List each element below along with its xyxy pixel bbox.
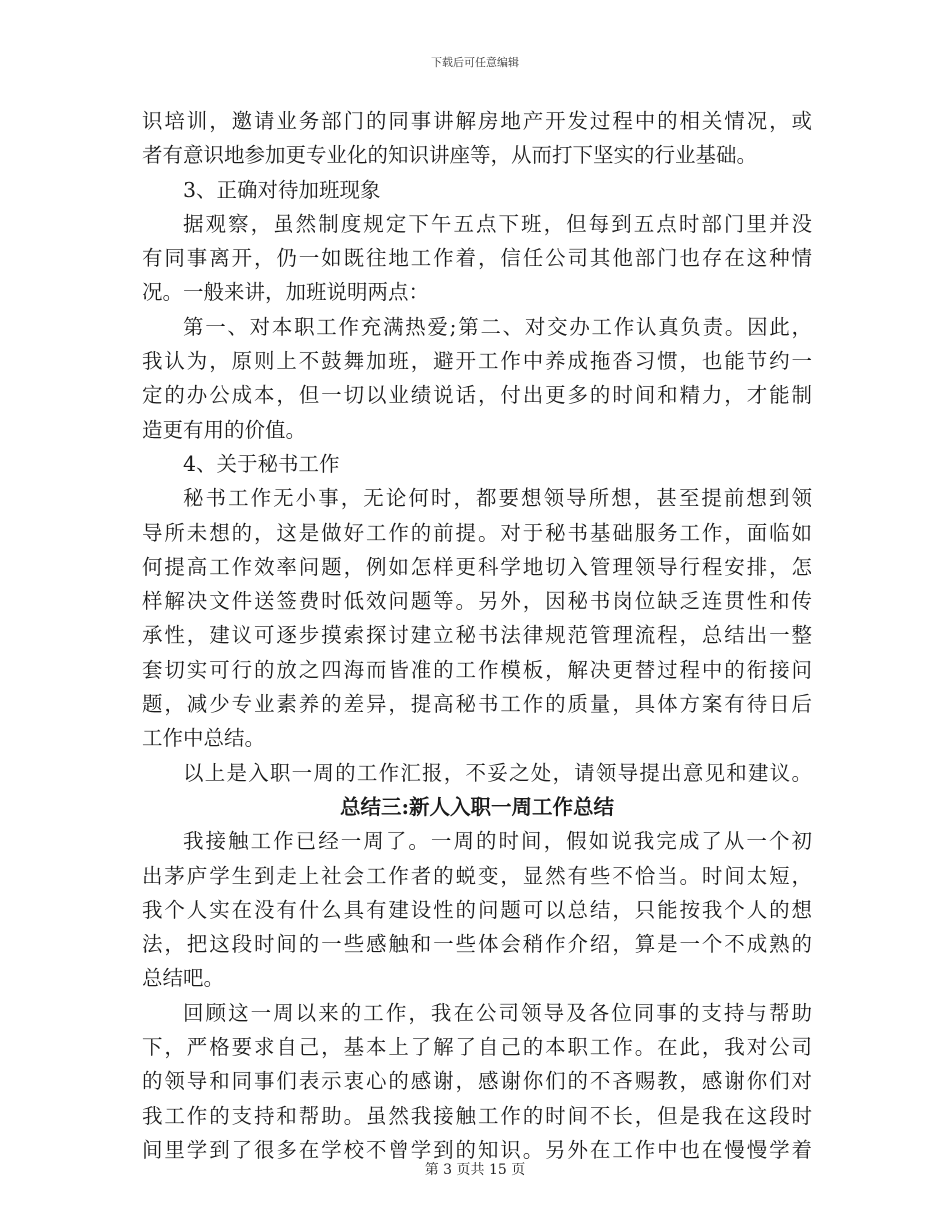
- paragraph-line: 我工作的支持和帮助。虽然我接触工作的时间不长，但是我在这段时: [142, 1103, 812, 1128]
- paragraph-line: 3、正确对待加班现象: [183, 177, 381, 202]
- paragraph-line: 我认为，原则上不鼓舞加班，避开工作中养成拖沓习惯，也能节约一: [142, 349, 812, 374]
- paragraph-line: 有同事离开，仍一如既往地工作着，信任公司其他部门也存在这种情: [142, 246, 812, 271]
- paragraph-line: 导所未想的，这是做好工作的前提。对于秘书基础服务工作，面临如: [142, 520, 812, 545]
- paragraph-line: 下，严格要求自己，基本上了解了自己的本职工作。在此，我对公司: [142, 1035, 812, 1060]
- section-heading: 总结三:新人入职一周工作总结: [339, 794, 615, 819]
- page-number: 第 3 页共 15 页: [424, 1162, 526, 1178]
- paragraph-line: 识培训，邀请业务部门的同事讲解房地产开发过程中的相关情况，或: [142, 109, 812, 133]
- paragraph-line: 我个人实在没有什么具有建设性的问题可以总结，只能按我个人的想: [142, 897, 812, 922]
- paragraph-line: 第一、对本职工作充满热爱;第二、对交办工作认真负责。因此，: [183, 314, 812, 339]
- paragraph-line: 我接触工作已经一周了。一周的时间，假如说我完成了从一个初: [183, 829, 812, 854]
- paragraph-line: 工作中总结。: [142, 726, 265, 751]
- paragraph-line: 回顾这一周以来的工作，我在公司领导及各位同事的支持与帮助: [183, 1000, 812, 1025]
- paragraph-line: 秘书工作无小事，无论何时，都要想领导所想，甚至提前想到领: [183, 486, 812, 511]
- paragraph-line: 题，减少专业素养的差异，提高秘书工作的质量，具体方案有待日后: [142, 692, 812, 717]
- paragraph-line: 间里学到了很多在学校不曾学到的知识。另外在工作中也在慢慢学着: [142, 1137, 812, 1162]
- paragraph-line: 样解决文件送签费时低效问题等。另外，因秘书岗位缺乏连贯性和传: [142, 589, 812, 614]
- paragraph-line: 总结吧。: [142, 966, 224, 991]
- paragraph-line: 承性，建议可逐步摸索探讨建立秘书法律规范管理流程，总结出一整: [142, 623, 812, 648]
- paragraph-line: 法，把这段时间的一些感触和一些体会稍作介绍，算是一个不成熟的: [142, 932, 812, 957]
- paragraph-line: 以上是入职一周的工作汇报，不妥之处，请领导提出意见和建议。: [183, 760, 812, 785]
- document-body: [142, 104, 812, 1167]
- paragraph-line: 的领导和同事们表示衷心的感谢，感谢你们的不吝赐教，感谢你们对: [142, 1069, 812, 1094]
- page-header: 下载后可任意编辑: [431, 56, 519, 69]
- paragraph-line: 4、关于秘书工作: [183, 451, 340, 476]
- paragraph-line: 造更有用的价值。: [142, 417, 306, 442]
- paragraph-line: 定的办公成本，但一切以业绩说话，付出更多的时间和精力，才能制: [142, 383, 812, 408]
- paragraph-line: 者有意识地参加更专业化的知识讲座等，从而打下坚实的行业基础。: [142, 143, 757, 168]
- paragraph-line: 何提高工作效率问题，例如怎样更科学地切入管理领导行程安排，怎: [142, 554, 812, 579]
- paragraph-line: 套切实可行的放之四海而皆准的工作模板，解决更替过程中的衔接问: [142, 657, 812, 682]
- paragraph-line: 据观察，虽然制度规定下午五点下班，但每到五点时部门里并没: [183, 211, 812, 236]
- paragraph-line: 况。一般来讲，加班说明两点：: [142, 280, 429, 305]
- paragraph-line: 出茅庐学生到走上社会工作者的蜕变，显然有些不恰当。时间太短，: [142, 863, 812, 888]
